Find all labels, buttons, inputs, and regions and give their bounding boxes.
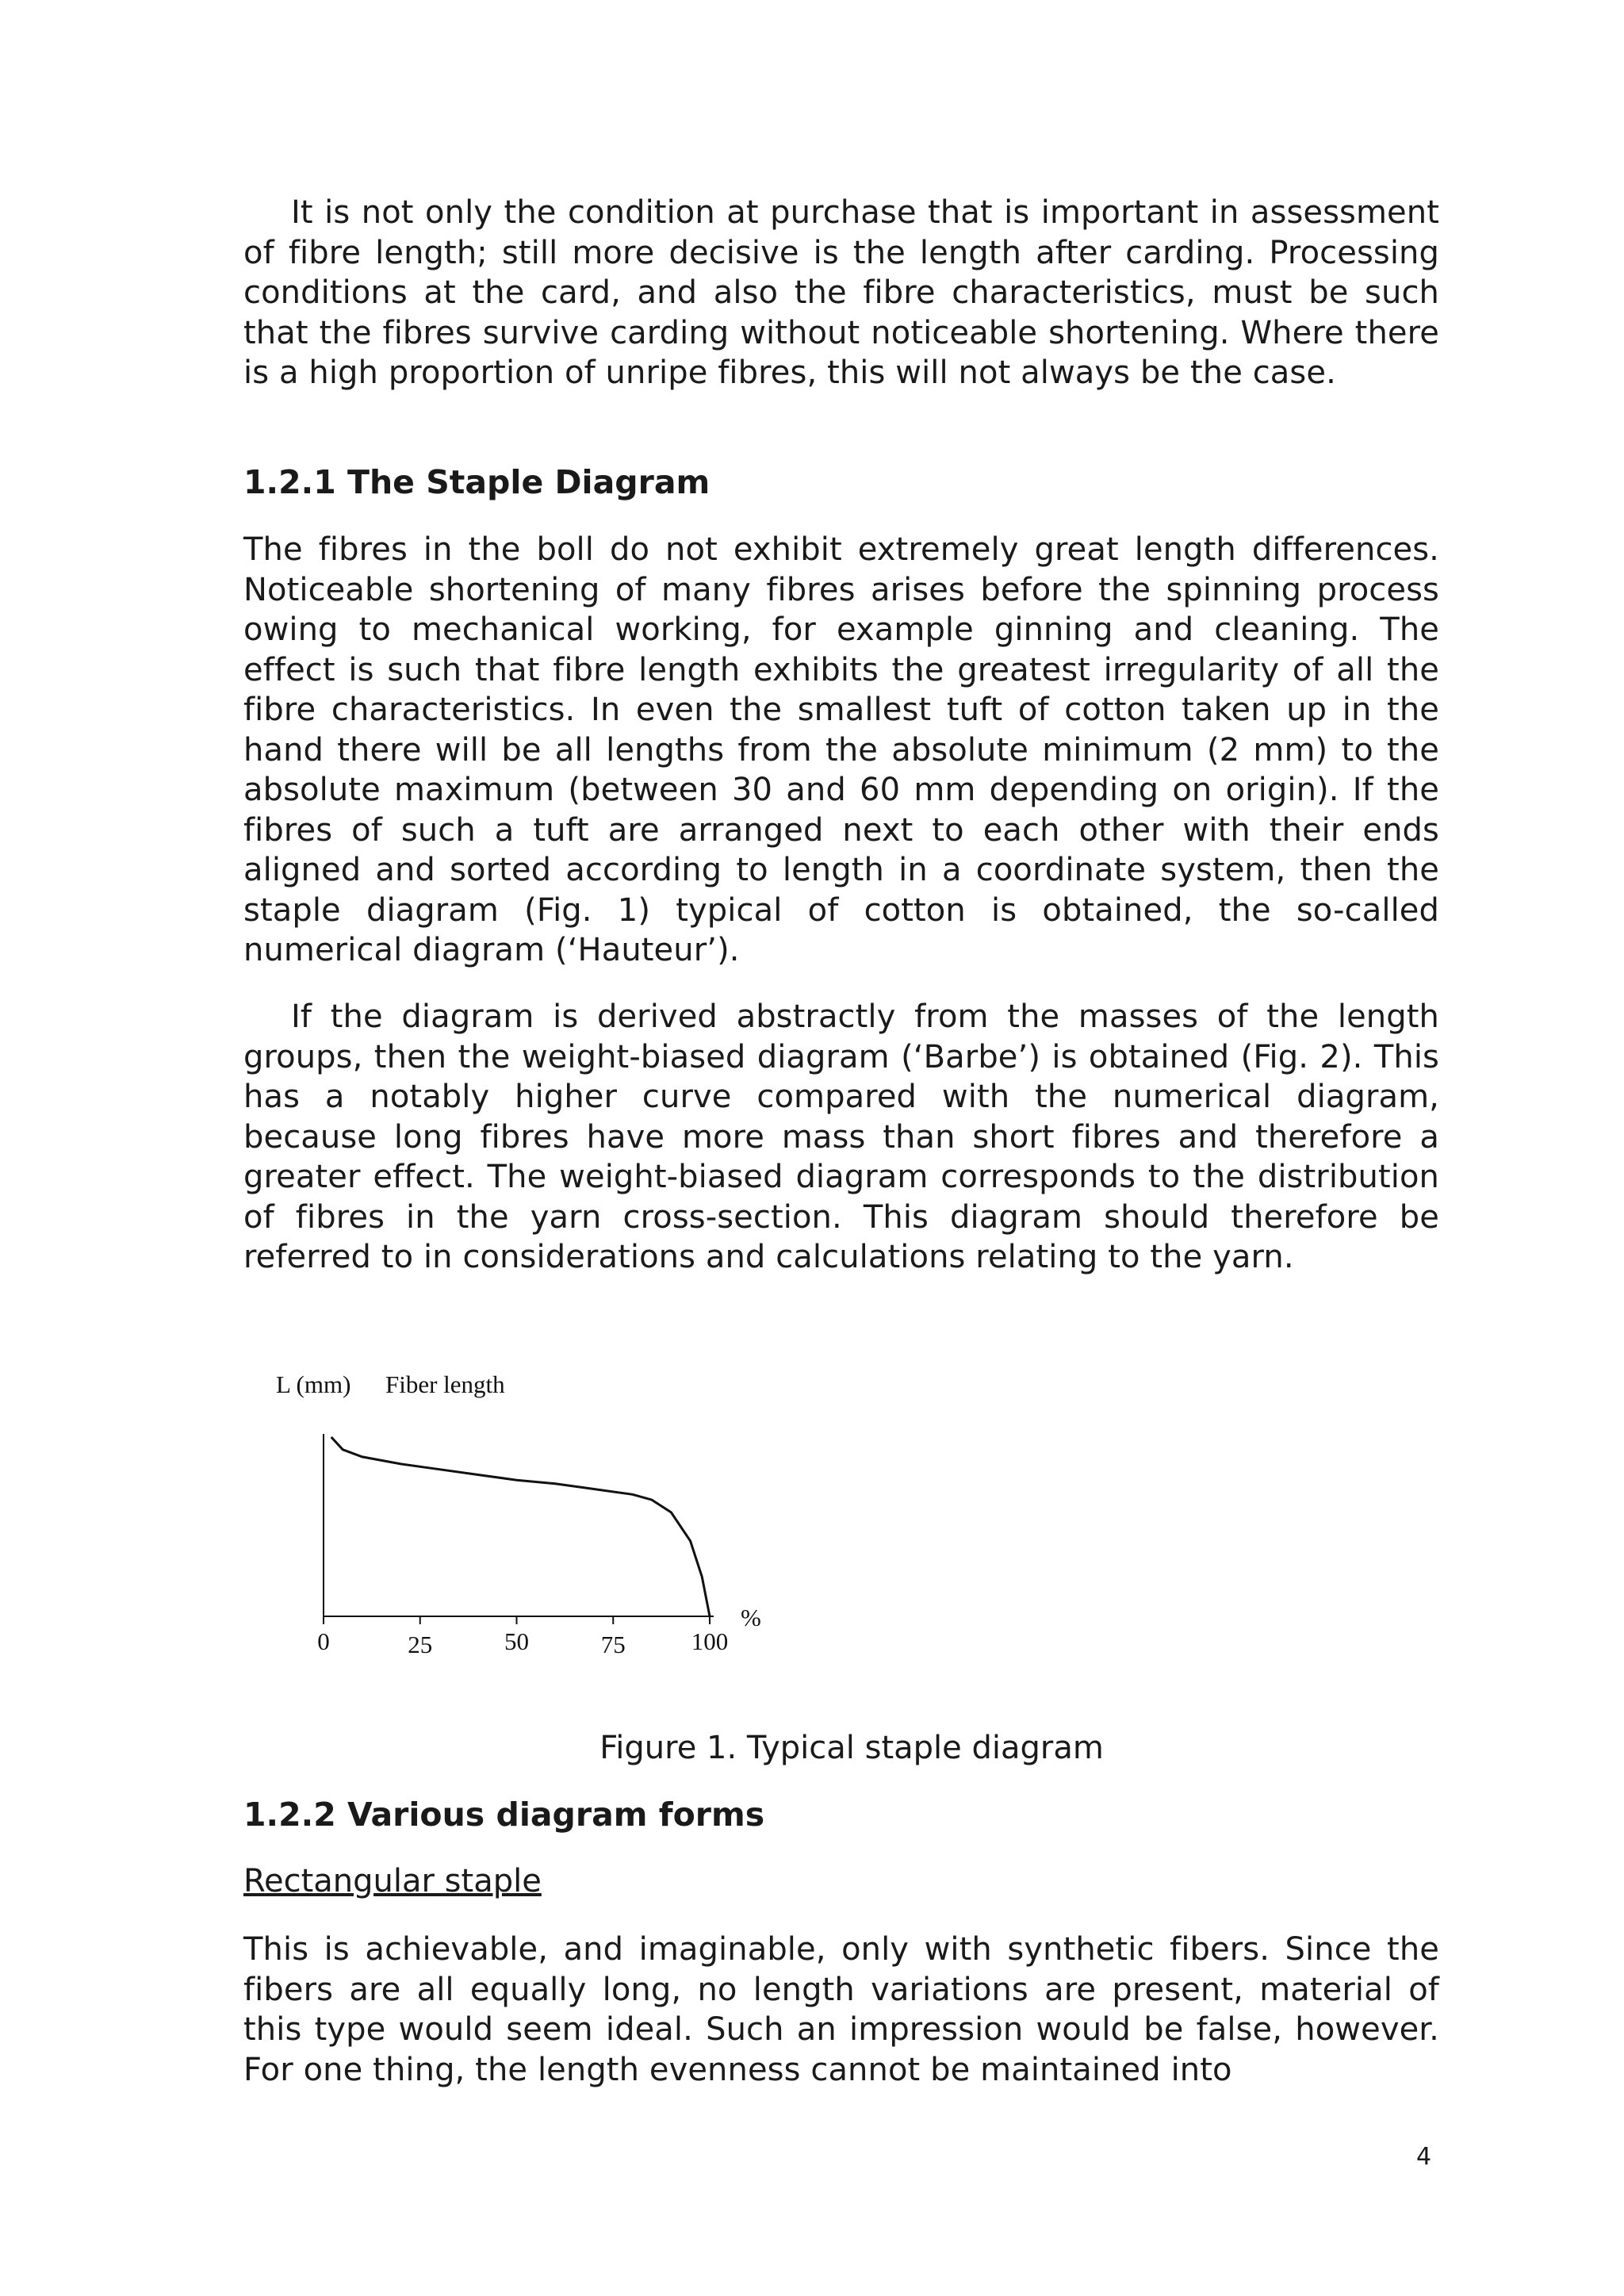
staple-diagram-paragraph-1: The fibres in the boll do not exhibit extremely great length differences. Noticeable shortening of many fibres arises before the spinning process owing to mechanical working, for example ginning and cleaning. The effect is such that fibre length exhibits the greatest irregularity of all the fibre characteristics. In even the smallest tuft of cotton taken up in the hand there will be all lengths from the absolute minimum (2 mm) to the absolute maximum (between 30 and 60 mm depending on origin). If the fibres of such a tuft are arranged next to each other with their ends aligned and sorted according to length in a coordinate system, then the staple diagram (Fig. 1) typical of cotton is obtained, the so-called numerical diagram (‘Hauteur’). — [243, 531, 1439, 968]
intro-paragraph-block — [243, 193, 1439, 393]
chart-x-axis-label: % — [741, 1604, 761, 1631]
section-1-2-2-heading-block — [243, 1795, 1439, 1834]
section-1-2-1-heading-block — [243, 462, 1439, 502]
section-1-2-1-paragraph-2-block — [243, 997, 1439, 1278]
chart-x-ticks — [317, 1616, 728, 1658]
chart-x-tick-label: 0 — [317, 1627, 330, 1655]
intro-paragraph: It is not only the condition at purchase that is important in assessment of fibre length; still more decisive is the length after carding. Processing conditions at the card, and also the fibre characteristics, must be such that the fibres survive carding without noticeable shortening. Where there is a high proportion of unripe fibres, this will not always be the case. — [243, 194, 1439, 391]
section-heading-various-diagram-forms: 1.2.2 Various diagram forms — [243, 1796, 765, 1834]
chart-x-tick-label: 50 — [504, 1627, 529, 1655]
section-1-2-1-paragraph-1-block — [243, 530, 1439, 971]
chart-x-tick-label: 75 — [600, 1631, 626, 1658]
chart-y-axis-note: Fiber length — [385, 1370, 505, 1398]
chart-x-tick-label: 100 — [691, 1627, 729, 1655]
chart-series-line — [331, 1437, 710, 1616]
chart-y-axis-label: L (mm) — [276, 1370, 351, 1398]
section-1-2-2-paragraph-block — [243, 1930, 1439, 2090]
staple-diagram-figure — [262, 1364, 801, 1665]
chart-x-tick-label: 25 — [408, 1631, 433, 1658]
staple-diagram-paragraph-2: If the diagram is derived abstractly from the masses of the length groups, then the weight-biased diagram (‘Barbe’) is obtained (Fig. 2). This has a notably higher curve compared with the numerical diagram, because long fibres have more mass than short fibres and therefore a greater effect. The weight-biased diagram corresponds to the distribution of fibres in the yarn cross-section. This diagram should therefore be referred to in considerations and calculations relating to the yarn. — [243, 999, 1439, 1275]
staple-diagram-chart — [262, 1364, 801, 1665]
page-number: 4 — [1416, 2143, 1432, 2171]
section-heading-staple-diagram: 1.2.1 The Staple Diagram — [243, 463, 710, 501]
rectangular-staple-paragraph: This is achievable, and imaginable, only with synthetic fibers. Since the fibers are all equally long, no length variations are present, material of this type would seem ideal. Such an impression would be false, however. For one thing, the length evenness cannot be maintained into — [243, 1931, 1439, 2088]
section-1-2-2-subheading-block — [243, 1861, 1439, 1901]
subheading-rectangular-staple: Rectangular staple — [243, 1863, 542, 1899]
figure-1-caption: Figure 1. Typical staple diagram — [599, 1730, 1104, 1766]
